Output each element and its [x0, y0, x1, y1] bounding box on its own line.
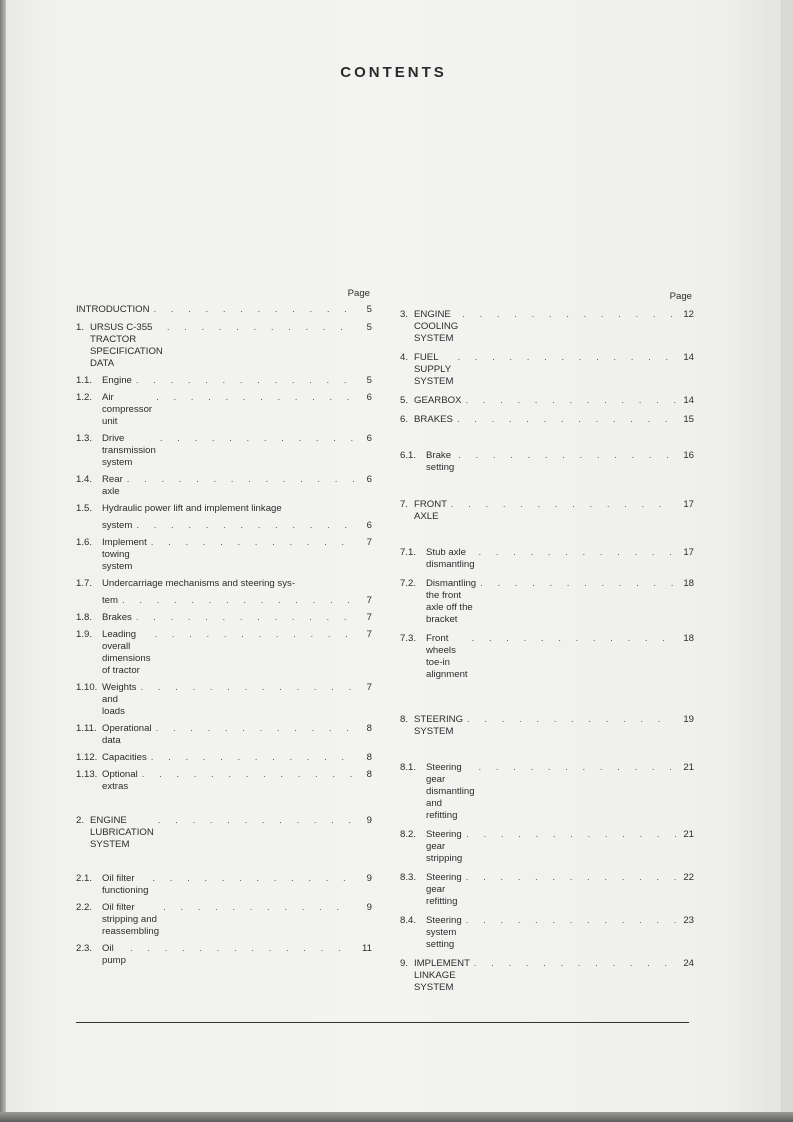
toc-entry	[76, 304, 372, 316]
toc-leader	[156, 392, 354, 404]
toc-leader	[160, 433, 354, 445]
toc-leader	[457, 414, 676, 426]
toc-number: 7.1.	[400, 547, 417, 558]
toc-title: INTRODUCTION	[76, 304, 150, 315]
toc-entry	[76, 815, 372, 851]
toc-number: 1.8.	[76, 612, 93, 623]
page-bottom-edge	[0, 1112, 793, 1122]
toc-entry	[76, 629, 372, 677]
toc-page: 21	[683, 829, 694, 840]
toc-number: 2.3.	[76, 943, 93, 954]
toc-page: 7	[366, 537, 372, 548]
toc-number: 3.	[400, 309, 409, 320]
toc-page: 5	[366, 304, 372, 315]
toc-number: 7.	[400, 499, 409, 510]
toc-leader	[130, 943, 354, 955]
toc-title: Undercarriage mechanisms and steering sys-	[102, 578, 296, 589]
page-left-edge	[0, 0, 6, 1122]
toc-page: 15	[683, 414, 694, 425]
toc-number: 2.1.	[76, 873, 93, 884]
toc-title: Engine	[102, 375, 132, 386]
toc-number: 6.1.	[400, 450, 417, 461]
toc-entry	[76, 769, 372, 793]
toc-page: 9	[366, 902, 372, 913]
toc-leader	[480, 578, 676, 590]
toc-title: Optional extras	[102, 769, 138, 792]
toc-leader	[451, 499, 676, 511]
toc-title: STEERING SYSTEM	[414, 714, 464, 737]
toc-entry	[400, 547, 694, 571]
toc-number: 7.2.	[400, 578, 417, 589]
contents-column-right	[400, 291, 694, 994]
toc-page: 9	[366, 815, 372, 826]
toc-entry	[76, 392, 372, 428]
toc-number: 2.2.	[76, 902, 93, 913]
toc-number: 8.	[400, 714, 409, 725]
toc-leader	[156, 723, 354, 735]
toc-title: Stub axle dismantling	[426, 547, 475, 570]
toc-number: 6.	[400, 414, 409, 425]
toc-number: 1.13.	[76, 769, 98, 780]
toc-leader	[152, 873, 354, 885]
toc-leader	[122, 595, 354, 607]
toc-page: 7	[366, 595, 372, 606]
toc-page: 24	[683, 958, 694, 969]
toc-leader	[136, 520, 354, 532]
toc-page: 8	[366, 769, 372, 780]
toc-leader	[467, 714, 676, 726]
toc-entry	[400, 499, 694, 523]
toc-page: 18	[683, 578, 694, 589]
page-column-header: Page	[669, 291, 692, 302]
toc-leader	[127, 474, 354, 486]
footer-rule	[76, 1022, 689, 1023]
toc-number: 8.1.	[400, 762, 417, 773]
toc-title: FUEL SUPPLY SYSTEM	[414, 352, 454, 387]
toc-number: 1.7.	[76, 578, 93, 589]
toc-title: Capacities	[102, 752, 147, 763]
toc-number: 8.2.	[400, 829, 417, 840]
toc-entry	[400, 829, 694, 865]
toc-entry	[76, 723, 372, 747]
toc-title: Operational data	[102, 723, 152, 746]
toc-number: 9.	[400, 958, 409, 969]
toc-page: 14	[683, 395, 694, 406]
toc-page: 22	[683, 872, 694, 883]
toc-title: Leading overall dimensions of tractor	[102, 629, 151, 676]
toc-entry	[76, 943, 372, 967]
toc-title: tem	[102, 595, 118, 606]
toc-leader	[167, 322, 354, 334]
toc-leader	[158, 815, 354, 827]
toc-entry	[76, 537, 372, 573]
toc-number: 7.3.	[400, 633, 417, 644]
toc-page: 18	[683, 633, 694, 644]
toc-entry	[400, 762, 694, 822]
toc-number: 1.3.	[76, 433, 93, 444]
toc-title: Rear axle	[102, 474, 123, 497]
toc-title: Hydraulic power lift and implement linkage	[102, 503, 282, 514]
toc-leader	[474, 958, 676, 970]
toc-number: 5.	[400, 395, 409, 406]
toc-title: Brake setting	[426, 450, 455, 473]
toc-leader	[458, 450, 676, 462]
toc-title: Steering gear dismantling and refitting	[426, 762, 475, 821]
toc-title: Dismantling the front axle off the bracket	[426, 578, 477, 625]
toc-page: 7	[366, 612, 372, 623]
toc-entry	[76, 578, 372, 590]
toc-title: Implement towing system	[102, 537, 147, 572]
toc-title: Oil filter functioning	[102, 873, 149, 896]
toc-page: 6	[366, 520, 372, 531]
toc-number: 1.10.	[76, 682, 98, 693]
toc-page: 5	[366, 322, 372, 333]
toc-leader	[142, 769, 354, 781]
toc-page: 6	[366, 433, 372, 444]
toc-leader	[479, 762, 676, 774]
toc-entry	[76, 752, 372, 764]
toc-number: 1.4.	[76, 474, 93, 485]
toc-page: 7	[366, 682, 372, 693]
page-column-header: Page	[347, 288, 370, 299]
toc-entry	[400, 872, 694, 908]
toc-number: 1.	[76, 322, 85, 333]
toc-title: ENGINE LUBRICATION SYSTEM	[90, 815, 154, 850]
toc-entry	[400, 915, 694, 951]
toc-title: Drive transmission system	[102, 433, 156, 468]
toc-number: 8.3.	[400, 872, 417, 883]
toc-entry	[400, 352, 694, 388]
toc-page: 21	[683, 762, 694, 773]
toc-title: system	[102, 520, 133, 531]
toc-title: Brakes	[102, 612, 132, 623]
toc-entry	[400, 414, 694, 426]
toc-page: 7	[366, 629, 372, 640]
toc-title: Front wheels toe-in alignment	[426, 633, 468, 680]
toc-page: 6	[366, 474, 372, 485]
toc-entry	[76, 612, 372, 624]
toc-number: 4.	[400, 352, 409, 363]
toc-entry	[400, 450, 694, 474]
toc-page: 9	[366, 873, 372, 884]
toc-title: BRAKES	[414, 414, 453, 425]
contents-column-left	[76, 288, 372, 967]
toc-page: 23	[683, 915, 694, 926]
toc-entry	[76, 375, 372, 387]
toc-number: 1.2.	[76, 392, 93, 403]
toc-title: URSUS C-355 TRACTOR SPECIFICATION DATA	[90, 322, 163, 369]
toc-leader	[457, 352, 676, 364]
toc-leader	[151, 537, 354, 549]
toc-title: GEARBOX	[414, 395, 462, 406]
toc-leader	[163, 902, 354, 914]
toc-page: 17	[683, 547, 694, 558]
toc-number: 1.12.	[76, 752, 98, 763]
toc-leader	[151, 752, 354, 764]
toc-leader	[154, 304, 354, 316]
toc-page: 11	[362, 943, 372, 954]
toc-leader	[465, 395, 676, 407]
toc-leader	[479, 547, 676, 559]
toc-leader	[155, 629, 354, 641]
toc-page: 14	[683, 352, 694, 363]
toc-number: 1.1.	[76, 375, 93, 386]
toc-page: 16	[683, 450, 694, 461]
toc-leader	[136, 375, 354, 387]
toc-page: 8	[366, 723, 372, 734]
toc-entry	[400, 714, 694, 738]
toc-title: IMPLEMENT LINKAGE SYSTEM	[414, 958, 470, 993]
page-title: CONTENTS	[340, 64, 447, 81]
toc-leader	[136, 612, 354, 624]
toc-leader	[466, 872, 676, 884]
toc-entry	[400, 633, 694, 681]
toc-entry	[400, 395, 694, 407]
toc-entry	[76, 902, 372, 938]
toc-number: 1.9.	[76, 629, 93, 640]
toc-number: 1.5.	[76, 503, 93, 514]
toc-title: Steering system setting	[426, 915, 462, 950]
toc-page: 6	[366, 392, 372, 403]
toc-entry	[76, 873, 372, 897]
toc-title: Weights and loads	[102, 682, 137, 717]
toc-entry	[400, 309, 694, 345]
toc-number: 8.4.	[400, 915, 417, 926]
toc-entry-continuation	[76, 595, 372, 607]
toc-title: FRONT AXLE	[414, 499, 447, 522]
toc-page: 5	[366, 375, 372, 386]
toc-title: Oil filter stripping and reassembling	[102, 902, 160, 937]
toc-entry	[400, 958, 694, 994]
toc-title: Steering gear refitting	[426, 872, 462, 907]
toc-entry	[76, 322, 372, 370]
toc-entry	[76, 474, 372, 498]
toc-title: Steering gear stripping	[426, 829, 463, 864]
toc-page: 12	[683, 309, 694, 320]
toc-entry-continuation	[76, 520, 372, 532]
toc-leader	[466, 829, 676, 841]
toc-page: 17	[683, 499, 694, 510]
toc-number: 1.11.	[76, 723, 97, 734]
toc-title: ENGINE COOLING SYSTEM	[414, 309, 459, 344]
toc-page: 19	[683, 714, 694, 725]
toc-leader	[140, 682, 354, 694]
toc-entry	[76, 682, 372, 718]
toc-number: 2.	[76, 815, 85, 826]
toc-page: 8	[366, 752, 372, 763]
toc-leader	[462, 309, 676, 321]
toc-entry	[76, 433, 372, 469]
toc-entry	[76, 503, 372, 515]
document-page	[6, 0, 781, 1112]
toc-leader	[472, 633, 676, 645]
toc-title: Oil pump	[102, 943, 126, 966]
toc-title: Air compressor unit	[102, 392, 153, 427]
toc-number: 1.6.	[76, 537, 93, 548]
toc-entry	[400, 578, 694, 626]
toc-leader	[466, 915, 676, 927]
